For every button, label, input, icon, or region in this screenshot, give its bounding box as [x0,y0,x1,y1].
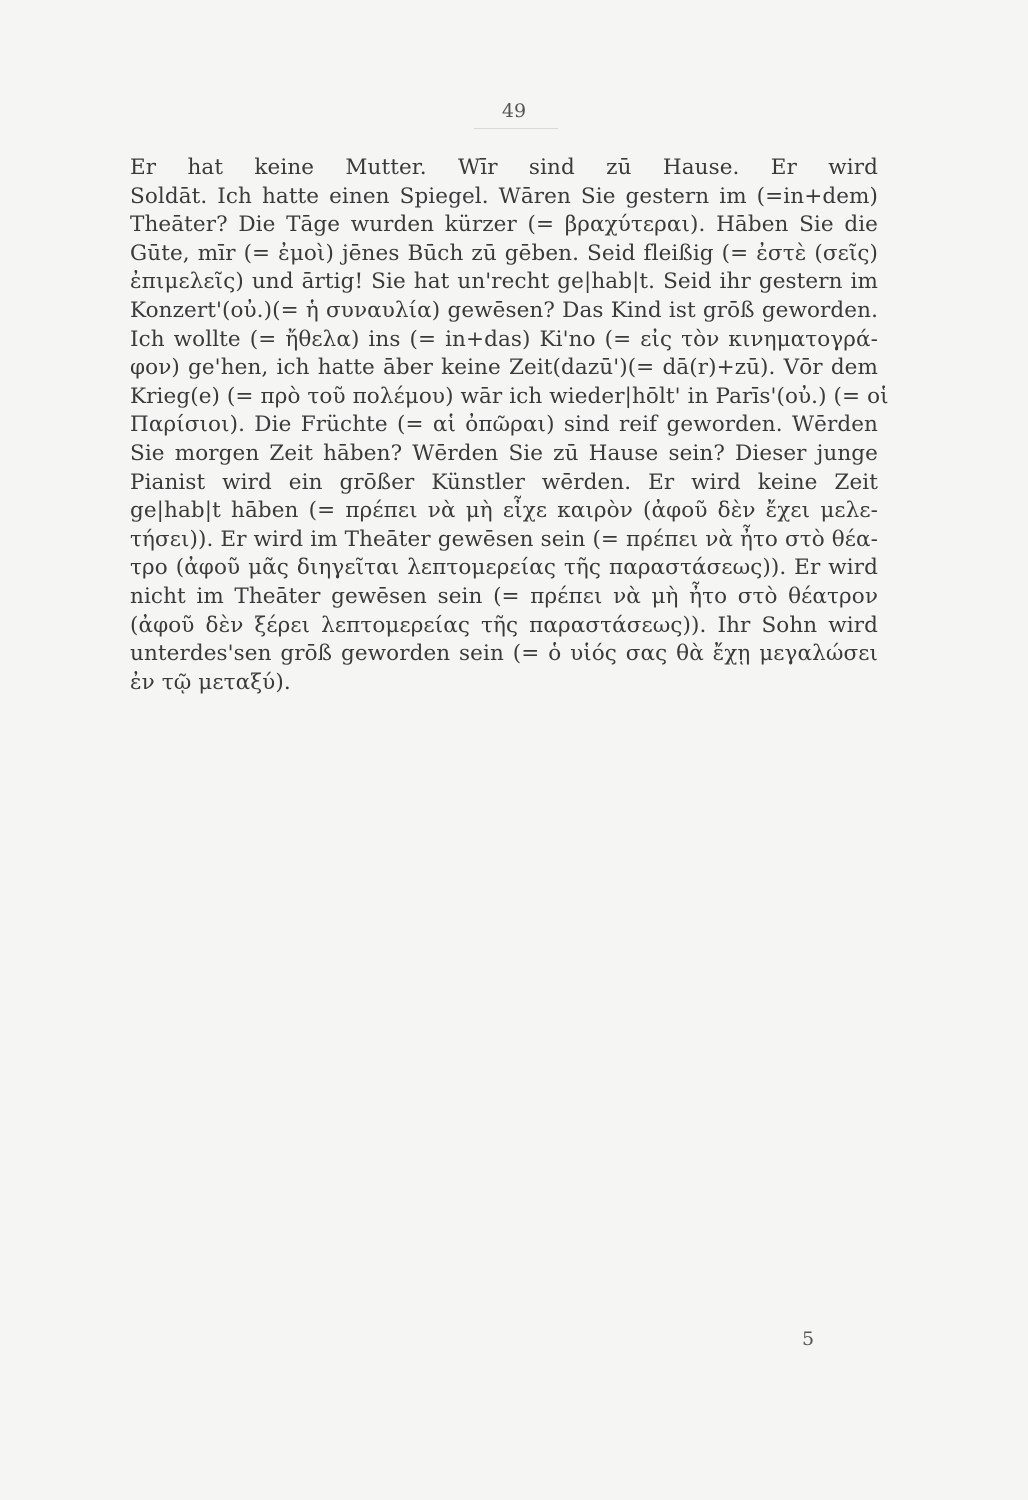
text-line: τήσει)). Er wird im Theāter gewēsen sein (= πρέπει νὰ ἦτο στὸ θέα- [130,526,878,552]
text-line: Soldāt. Ich hatte einen Spiegel. Wāren Sie gestern im (=in+dem) [130,183,878,209]
text-line: ἐπιμελεῖς) und ārtig! Sie hat un'recht ge|hab|t. Seid ihr gestern im [130,269,878,295]
text-line: unterdes'sen grōß geworden sein (= ὁ υἱός σας θὰ ἔχῃ μεγαλώσει [130,641,878,667]
text-line: Ich wollte (= ἤθελα) ins (= in+das) Ki'no (= εἰς τὸν κινηματογρά- [130,326,878,352]
header-rule [474,128,558,129]
text-line: Gūte, mīr (= ἐμοὶ) jēnes Būch zū gēben. Seid fleißig (= ἐστὲ (σεῖς) [130,240,878,266]
text-line: φον) ge'hen, ich hatte āber keine Zeit(dazū')(= dā(r)+zū). Vōr dem [130,355,878,381]
text-line: Krieg(e) (= πρὸ τοῦ πολέμου) wār ich wieder|hōlt' in Parīs'(οὐ.) (= οἱ [130,383,889,409]
page-number: 49 [501,100,527,122]
text-line: Παρίσιοι). Die Früchte (= αἱ ὀπῶραι) sind reif geworden. Wērden [130,412,878,438]
body-paragraph [130,154,889,697]
signature-mark: 5 [802,1328,815,1350]
text-line: nicht im Theāter gewēsen sein (= πρέπει νὰ μὴ ἦτο στὸ θέατρον [130,583,878,609]
text-line: Pianist wird ein grōßer Künstler wērden. Er wird keine Zeit [130,469,878,495]
text-line: τρο (ἀφοῦ μᾶς διηγεῖται λεπτομερείας τῆς παραστάσεως)). Er wird [130,555,878,581]
text-line: ge|hab|t hāben (= πρέπει νὰ μὴ εἶχε καιρὸν (ἀφοῦ δὲν ἔχει μελε- [130,498,878,524]
text-line: Konzert'(οὐ.)(= ἡ συναυλία) gewēsen? Das Kind ist grōß geworden. [130,297,878,323]
text-line: Sie morgen Zeit hāben? Wērden Sie zū Hause sein? Dieser junge [130,440,878,466]
text-line: (ἀφοῦ δὲν ξέρει λεπτομερείας τῆς παραστάσεως)). Ihr Sohn wird [130,612,878,638]
text-line: Er hat keine Mutter. Wīr sind zū Hause. Er wird [130,155,878,180]
text-line: ἐν τῷ μεταξύ). [130,669,291,695]
text-line: Theāter? Die Tāge wurden kürzer (= βραχύτεραι). Hāben Sie die [130,212,878,238]
